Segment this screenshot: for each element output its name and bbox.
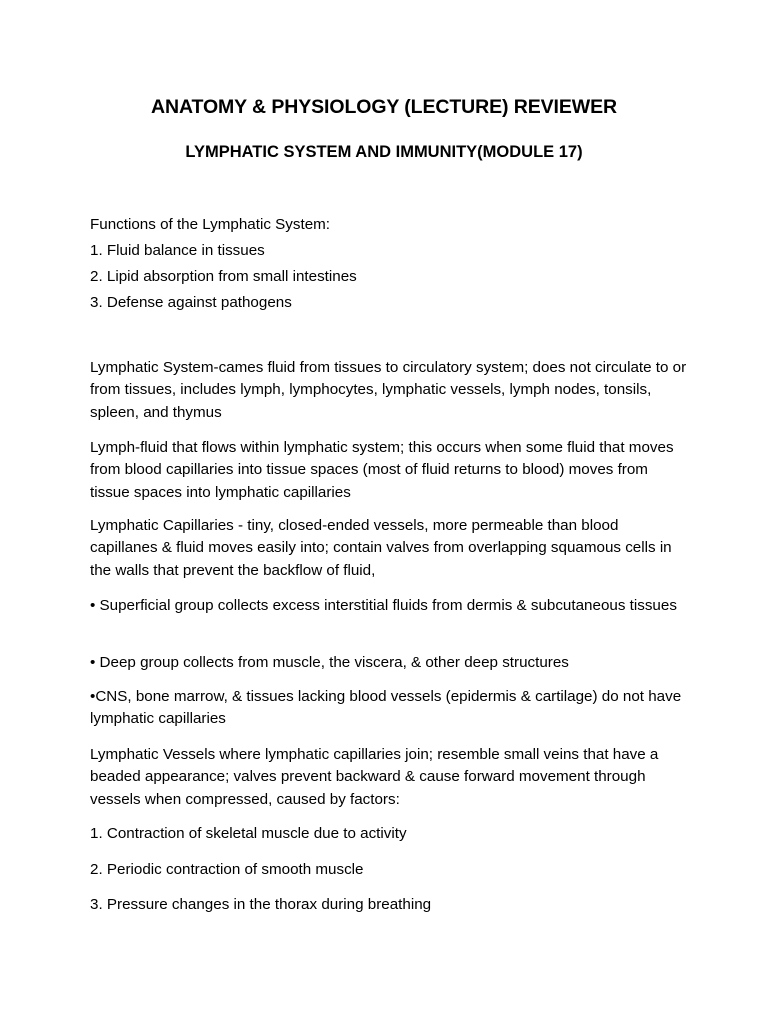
- paragraph-lymphatic-vessels: Lymphatic Vessels where lymphatic capillaries join; resemble small veins that have a beaded appearance; valves prevent backward & cause forward movement through vessels when compressed, caused by factors:: [90, 746, 659, 808]
- factor-item: 2. Periodic contraction of smooth muscle: [90, 861, 364, 878]
- functions-heading: Functions of the Lymphatic System:: [90, 216, 331, 233]
- bullet-deep-group: • Deep group collects from muscle, the viscera, & other deep structures: [90, 654, 569, 671]
- function-item: 3. Defense against pathogens: [90, 294, 292, 311]
- document-subtitle: LYMPHATIC SYSTEM AND IMMUNITY(MODULE 17): [185, 143, 583, 161]
- function-item: 1. Fluid balance in tissues: [90, 242, 265, 259]
- functions-list: [90, 212, 690, 316]
- paragraph-lymphatic-system: Lymphatic System-cames fluid from tissues to circulatory system; does not circulate to or from tissues, includes lymph, lymphocytes, lymphatic vessels, lymph nodes, tonsils, spleen, and thymus: [90, 359, 687, 421]
- factor-item: 1. Contraction of skeletal muscle due to activity: [90, 825, 407, 842]
- paragraph-lymphatic-capillaries: Lymphatic Capillaries - tiny, closed-ended vessels, more permeable than blood capillanes & fluid moves easily into; contain valves from overlapping squamous cells in the walls that prevent the backflow of fluid,: [90, 517, 672, 579]
- bullet-superficial-group: • Superficial group collects excess interstitial fluids from dermis & subcutaneous tissues: [90, 597, 677, 614]
- paragraph-lymph: Lymph-fluid that flows within lymphatic system; this occurs when some fluid that moves from blood capillaries into tissue spaces (most of fluid returns to blood) moves from tissue spaces into lymphatic capillaries: [90, 439, 674, 501]
- factor-item: 3. Pressure changes in the thorax during breathing: [90, 896, 432, 913]
- bullet-cns: •CNS, bone marrow, & tissues lacking blood vessels (epidermis & cartilage) do not have lymphatic capillaries: [90, 688, 682, 728]
- document-title: ANATOMY & PHYSIOLOGY (LECTURE) REVIEWER: [151, 96, 617, 118]
- function-item: 2. Lipid absorption from small intestines: [90, 268, 357, 285]
